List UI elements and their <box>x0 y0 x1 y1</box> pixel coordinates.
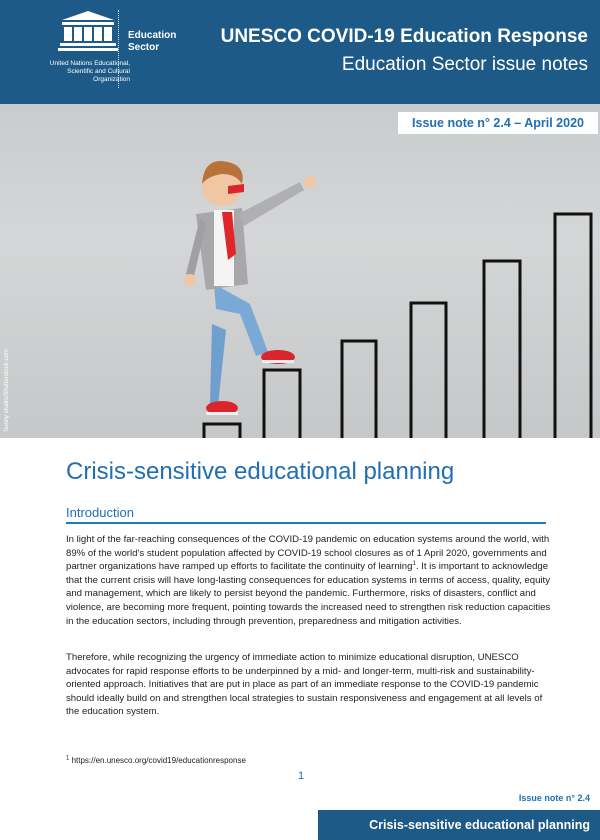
child-on-bar-steps-illustration <box>0 104 600 438</box>
issue-badge: Issue note n° 2.4 – April 2020 <box>398 112 598 134</box>
paragraph-text: In light of the far-reaching consequences of the COVID-19 pandemic on education systems around the world, with 89% of the world’s student population affected by COVID-19 school closures as of 1 April 2020, governments and partner organizations have ramped up efforts to facilitate the continuity of learning <box>66 534 550 573</box>
hero-image <box>0 104 600 438</box>
footnote <box>66 756 246 765</box>
page-header <box>0 0 600 104</box>
intro-paragraph-1 <box>66 533 552 628</box>
intro-paragraph-2: Therefore, while recognizing the urgency of immediate action to minimize educational disruption, UNESCO advocates for rapid response efforts to be underpinned by a mid- and longer-term, multi-risk and sustainability-oriented approach. Initiatives that are put in place as part of an immediate response to the COVID-19 pandemic should ideally build on and strengthen local strategies to sustain responsiveness and engagement at all levels of the education system. <box>66 652 543 718</box>
page-number: 1 <box>298 770 305 782</box>
photo-credit: Sunny studio/Shutterstock.com <box>4 349 10 432</box>
unesco-logo <box>52 10 124 57</box>
footer-issue-label: Issue note n° 2.4 <box>518 793 590 803</box>
header-divider <box>118 10 119 88</box>
footnote-link[interactable]: https://en.unesco.org/covid19/educationresponse <box>69 756 246 765</box>
footer-title-band: Crisis-sensitive educational planning <box>318 810 600 840</box>
unesco-temple-icon <box>52 10 124 52</box>
un-org-name: United Nations Educational, Scientific and Cultural Organization <box>49 60 130 83</box>
footnote-marker: 1 <box>66 755 70 762</box>
child-figure <box>184 161 316 415</box>
education-sector-label: Education Sector <box>128 30 177 53</box>
header-title: UNESCO COVID-19 Education Response <box>220 26 588 47</box>
section-heading: Introduction <box>66 505 546 524</box>
footnote-reference[interactable]: 1 <box>412 561 416 567</box>
header-subtitle: Education Sector issue notes <box>341 54 588 75</box>
document-title: Crisis-sensitive educational planning <box>66 458 455 485</box>
paragraph-text-continued: . It is important to acknowledge that the current crisis will have long-lasting consequences for education systems in terms of access, quality, equity and management, which are likely to persist beyond the pandemic. Furthermore, risks of disasters, conflict and violence, are becoming more frequent, pointing towards the increased need to strengthen risk reduction capacities in the education sectors, including through prevention, preparedness and mitigation activities. <box>66 561 551 627</box>
